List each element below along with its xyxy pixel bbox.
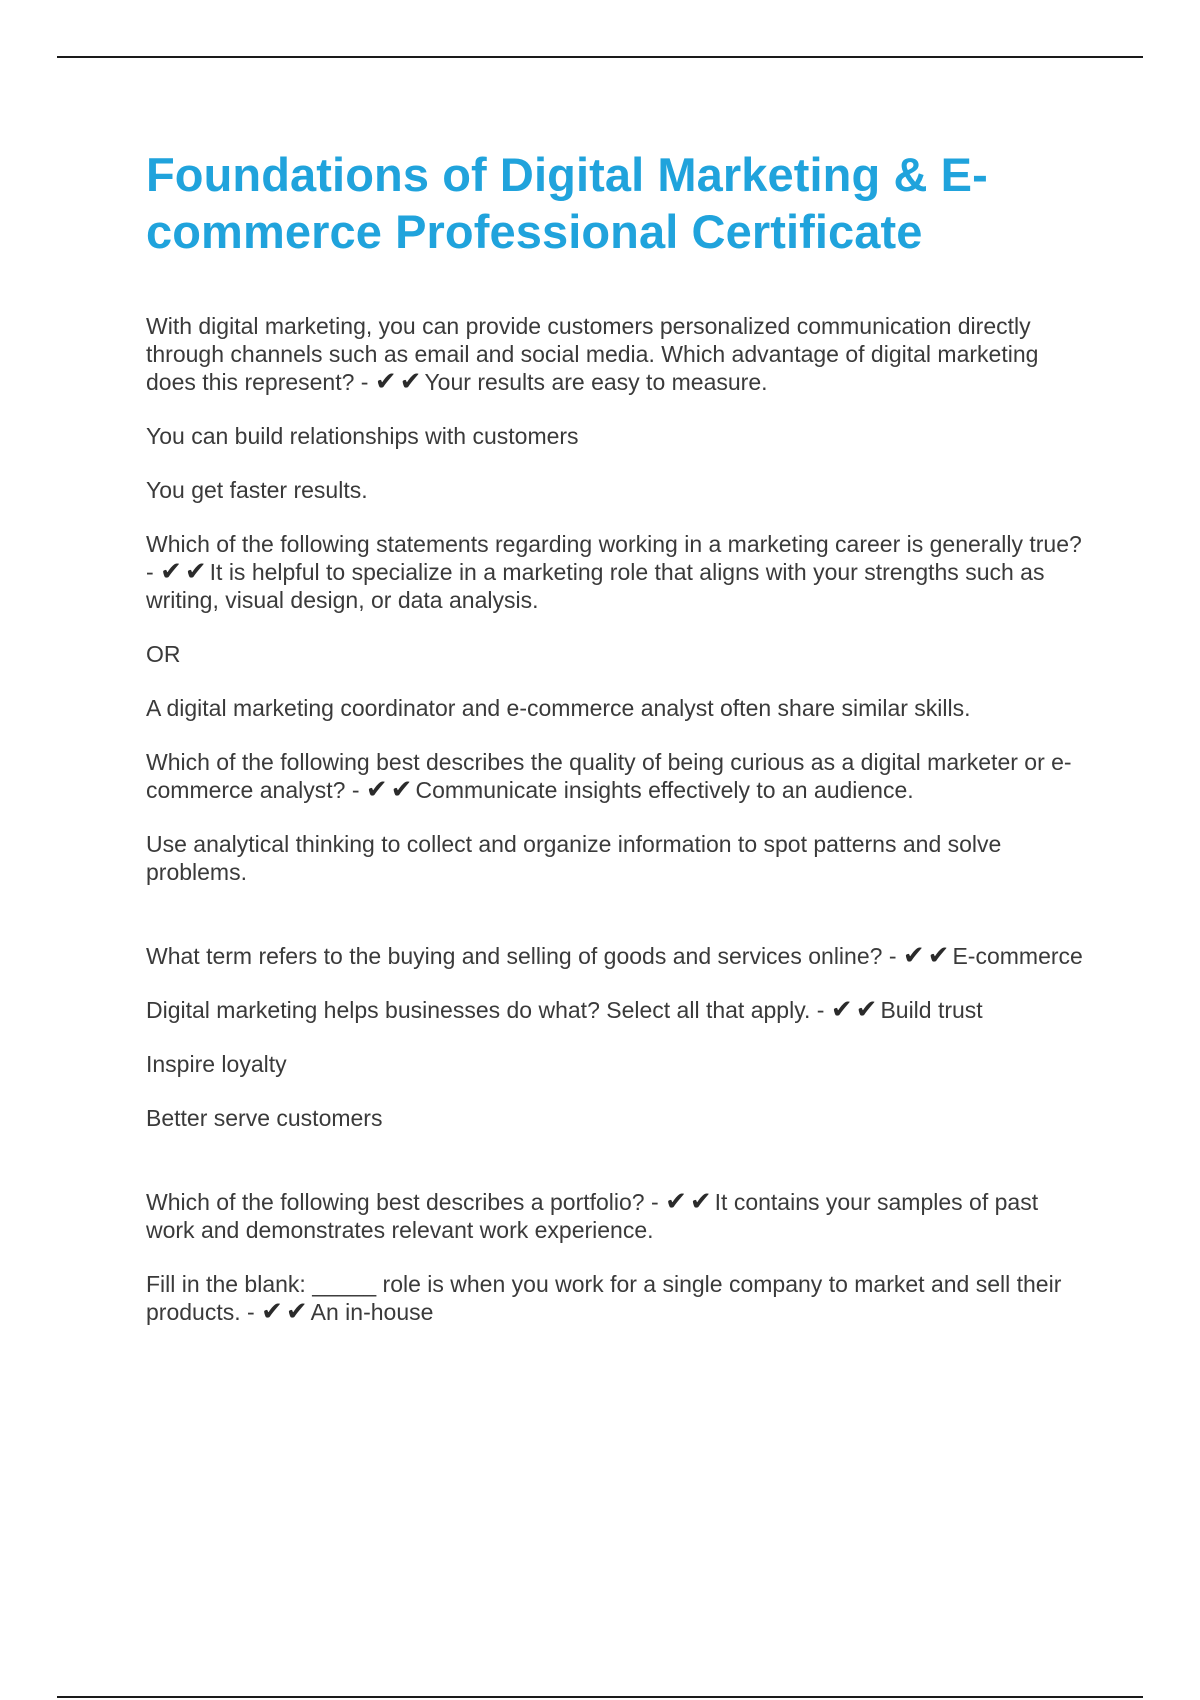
checkmark-icon: ✔ [855,995,878,1025]
answer-option: You can build relationships with customers [146,423,579,449]
answer-text: Communicate insights effectively to an audience. [415,777,914,803]
checkmark-icon: ✔ [665,1187,687,1217]
answer-checkmarks [903,943,953,969]
or-separator: OR [146,641,181,667]
answer-text: An in-house [310,1299,434,1325]
checkmark-icon: ✔ [689,1187,712,1217]
answer-option: Use analytical thinking to collect and organize information to spot patterns and solve problems. [146,831,1002,885]
answer-checkmarks [366,777,416,803]
answer-text: It is helpful to specialize in a marketing role that aligns with your strengths such as writing, visual design, or data analysis. [146,559,1045,613]
checkmark-icon: ✔ [261,1297,283,1327]
separator: - [351,777,360,803]
answer-text: Your results are easy to measure. [424,369,768,395]
answer-checkmarks [375,369,425,395]
qa-entry-4 [146,942,1086,970]
checkmark-icon: ✔ [365,775,388,805]
qa-entry-5 [146,996,1086,1024]
question-text: Which of the following best describes the quality of being curious as a digital marketer or e-commerce analyst? [146,749,1072,803]
checkmark-icon: ✔ [184,557,207,587]
answer-checkmarks [160,559,210,585]
qa-entry-3 [146,748,1086,804]
checkmark-icon: ✔ [390,775,413,805]
answer-option: You get faster results. [146,477,368,503]
answer-option: A digital marketing coordinator and e-commerce analyst often share similar skills. [146,695,971,721]
qa-entry-7 [146,1270,1086,1326]
question-text: Which of the following best describes a portfolio? [146,1189,645,1215]
question-text: Fill in the blank: _____ role is when you work for a single company to market and sell their products. [146,1271,1062,1325]
question-text: What term refers to the buying and selling of goods and services online? [146,943,883,969]
question-text: With digital marketing, you can provide customers personalized communication directly through channels such as email and social media. Which advantage of digital marketing does this represent? [146,313,1039,395]
top-rule [57,56,1143,58]
answer-checkmarks [261,1299,311,1325]
document-body [146,146,1086,1352]
answer-text: E-commerce [952,943,1083,969]
separator: - [247,1299,255,1325]
qa-entry-2 [146,530,1086,614]
answer-text: Build trust [880,997,983,1023]
separator: - [146,559,154,585]
question-text: Which of the following statements regarding working in a marketing career is generally true? [146,531,1082,557]
answer-text: It contains your samples of past work and demonstrates relevant work experience. [146,1189,1039,1243]
answer-checkmarks [665,1189,715,1215]
checkmark-icon: ✔ [902,941,925,971]
question-text: Digital marketing helps businesses do what? Select all that apply. [146,997,811,1023]
answer-option: Better serve customers [146,1105,383,1131]
document-title: Foundations of Digital Marketing & E-commerce Professional Certificate [146,148,988,258]
separator: - [360,369,369,395]
separator: - [651,1189,659,1215]
checkmark-icon: ✔ [399,367,422,397]
qa-entry-6 [146,1188,1086,1244]
separator: - [816,997,825,1023]
checkmark-icon: ✔ [830,995,853,1025]
answer-checkmarks [831,997,881,1023]
answer-option: Inspire loyalty [146,1051,287,1077]
checkmark-icon: ✔ [927,941,950,971]
separator: - [888,943,897,969]
checkmark-icon: ✔ [374,367,397,397]
bottom-rule [57,1696,1143,1698]
checkmark-icon: ✔ [285,1297,308,1327]
qa-entry-1 [146,312,1086,396]
qa-list [146,312,1086,1326]
checkmark-icon: ✔ [160,557,182,587]
